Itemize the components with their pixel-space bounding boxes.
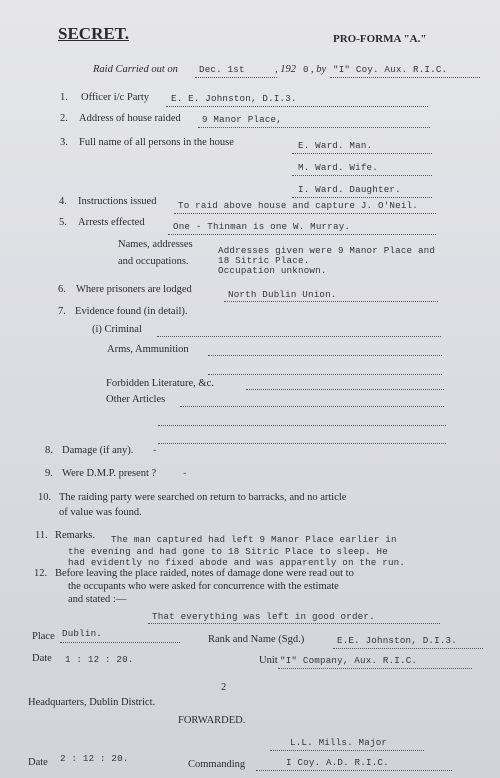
item-7-extra-line-1: [158, 425, 446, 426]
item-11-number: 11.: [35, 530, 48, 541]
item-5-sub-value-3: Occupation unknown.: [218, 265, 327, 276]
unit-value: "I" Company, Aux. R.I.C.: [280, 655, 418, 666]
item-1-value: E. E. Johnston, D.I.3.: [171, 93, 297, 104]
signature-line: [270, 750, 424, 751]
place-line: [60, 642, 180, 643]
item-7-criminal: (i) Criminal: [92, 324, 142, 335]
item-5-number: 5.: [59, 217, 67, 228]
item-11-line-1: The man captured had left 9 Manor Place earlier in: [111, 534, 397, 545]
item-1-label: Officer i/c Party: [81, 92, 150, 103]
raid-label: Raid Carried out on: [93, 64, 178, 75]
item-7-number: 7.: [58, 306, 66, 317]
item-9-number: 9.: [45, 468, 53, 479]
item-5-line: [168, 234, 436, 235]
proforma-label: PRO-FORMA "A.": [333, 33, 427, 45]
item-1-number: 1.: [60, 92, 68, 103]
item-3-line-2: [292, 175, 432, 176]
item-8-value: -: [152, 445, 158, 456]
item-3-line-1: [292, 153, 432, 154]
date2-label: Date: [28, 757, 48, 768]
item-4-label: Instructions issued: [78, 196, 157, 207]
item-12-value: That everything was left in good order.: [152, 611, 375, 622]
item-6-label: Where prisoners are lodged: [76, 284, 192, 295]
item-11-label: Remarks.: [55, 530, 95, 541]
item-7-label: Evidence found (in detail).: [75, 306, 188, 317]
item-3-number: 3.: [60, 137, 68, 148]
rank-line: [333, 648, 483, 649]
item-7-other: Other Articles: [106, 394, 166, 405]
item-9-value: -: [182, 468, 188, 479]
item-7-arms-line: [208, 355, 442, 356]
item-7-literature: Forbidden Literature, &c.: [106, 378, 214, 389]
place-label: Place: [32, 631, 55, 642]
raid-by: , by: [311, 64, 327, 75]
item-11-line-3: had evidently no fixed abode and was apparently on the run.: [68, 557, 406, 568]
item-6-line: [224, 301, 438, 302]
item-8-number: 8.: [45, 445, 53, 456]
page-number: 2: [221, 682, 227, 693]
secret-heading: SECRET.: [58, 24, 130, 43]
item-5-sub-value-1: Addresses given were 9 Manor Place and: [218, 245, 436, 256]
item-12-number: 12.: [34, 568, 48, 579]
place-value: Dublin.: [62, 628, 102, 639]
item-2-number: 2.: [60, 113, 68, 124]
item-6-value: North Dublin Union.: [228, 289, 337, 300]
item-12-line: [148, 623, 440, 624]
date2-value: 2 : 12 : 20.: [60, 753, 129, 764]
item-5-value: One - Thinman is one W. Murray.: [173, 221, 351, 232]
rank-value: E.E. Johnston, D.I.3.: [337, 635, 457, 646]
commanding-line: [256, 770, 452, 771]
item-3-label: Full name of all persons in the house: [79, 137, 234, 148]
raid-year-digit: 0: [303, 64, 309, 75]
forwarded: FORWARDED.: [178, 715, 246, 726]
item-11-line-2: the evening and had gone to 18 Sitric Place to sleep. He: [68, 546, 388, 557]
item-2-label: Address of house raided: [79, 113, 181, 124]
item-5-sub-label-1: Names, addresses: [118, 239, 193, 250]
raid-unit-line: [330, 77, 480, 78]
commanding-value: I Coy. A.D. R.I.C.: [286, 757, 389, 768]
item-7-other-line: [180, 406, 444, 407]
item-7-arms: Arms, Ammunition: [107, 344, 189, 355]
raid-year-prefix: , 192: [275, 64, 296, 75]
item-1-line: [166, 106, 428, 107]
item-3-line-3: [292, 197, 432, 198]
item-12-line-2: the occupants who were asked for concurrence with the estimate: [68, 581, 339, 592]
item-8-label: Damage (if any).: [62, 445, 134, 456]
item-7-extra-line-2: [158, 443, 446, 444]
item-6-number: 6.: [58, 284, 66, 295]
item-2-value: 9 Manor Place,: [202, 114, 282, 125]
item-7-literature-line: [246, 389, 444, 390]
commanding-label: Commanding: [188, 759, 246, 770]
unit-line: [278, 668, 472, 669]
item-4-value: To raid above house and capture J. O'Neil.: [178, 200, 418, 211]
item-4-number: 4.: [59, 196, 67, 207]
unit-label: Unit: [259, 655, 278, 666]
item-10-line-2: of value was found.: [59, 507, 142, 518]
item-3-value-3: I. Ward. Daughter.: [298, 184, 401, 195]
item-7-arms-line-2: [208, 374, 442, 375]
item-5-sub-value-2: 18 Sitric Place.: [218, 255, 310, 266]
item-10-line-1: The raiding party were searched on return to barracks, and no article: [59, 492, 347, 503]
item-10-number: 10.: [38, 492, 52, 503]
item-4-line: [174, 213, 436, 214]
headquarters: Headquarters, Dublin District.: [28, 697, 156, 708]
signature-name: L.L. Mills. Major: [290, 737, 388, 748]
raid-date: Dec. 1st: [199, 64, 245, 75]
item-5-sub-label-2: and occupations.: [118, 256, 189, 267]
item-12-line-1: Before leaving the place raided, notes of damage done were read out to: [55, 568, 354, 579]
item-2-line: [198, 127, 430, 128]
item-7-criminal-line: [157, 336, 441, 337]
item-3-value-2: M. Ward. Wife.: [298, 162, 378, 173]
item-12-line-3: and stated :—: [68, 594, 127, 605]
item-5-label: Arrests effected: [78, 217, 145, 228]
date-label: Date: [32, 653, 52, 664]
item-9-label: Were D.M.P. present ?: [62, 468, 157, 479]
raid-date-line: [195, 77, 277, 78]
rank-label: Rank and Name (Sgd.): [208, 634, 305, 645]
raid-unit: "I" Coy. Aux. R.I.C.: [333, 64, 448, 75]
item-3-value-1: E. Ward. Man.: [298, 140, 373, 151]
date-value: 1 : 12 : 20.: [65, 654, 134, 665]
